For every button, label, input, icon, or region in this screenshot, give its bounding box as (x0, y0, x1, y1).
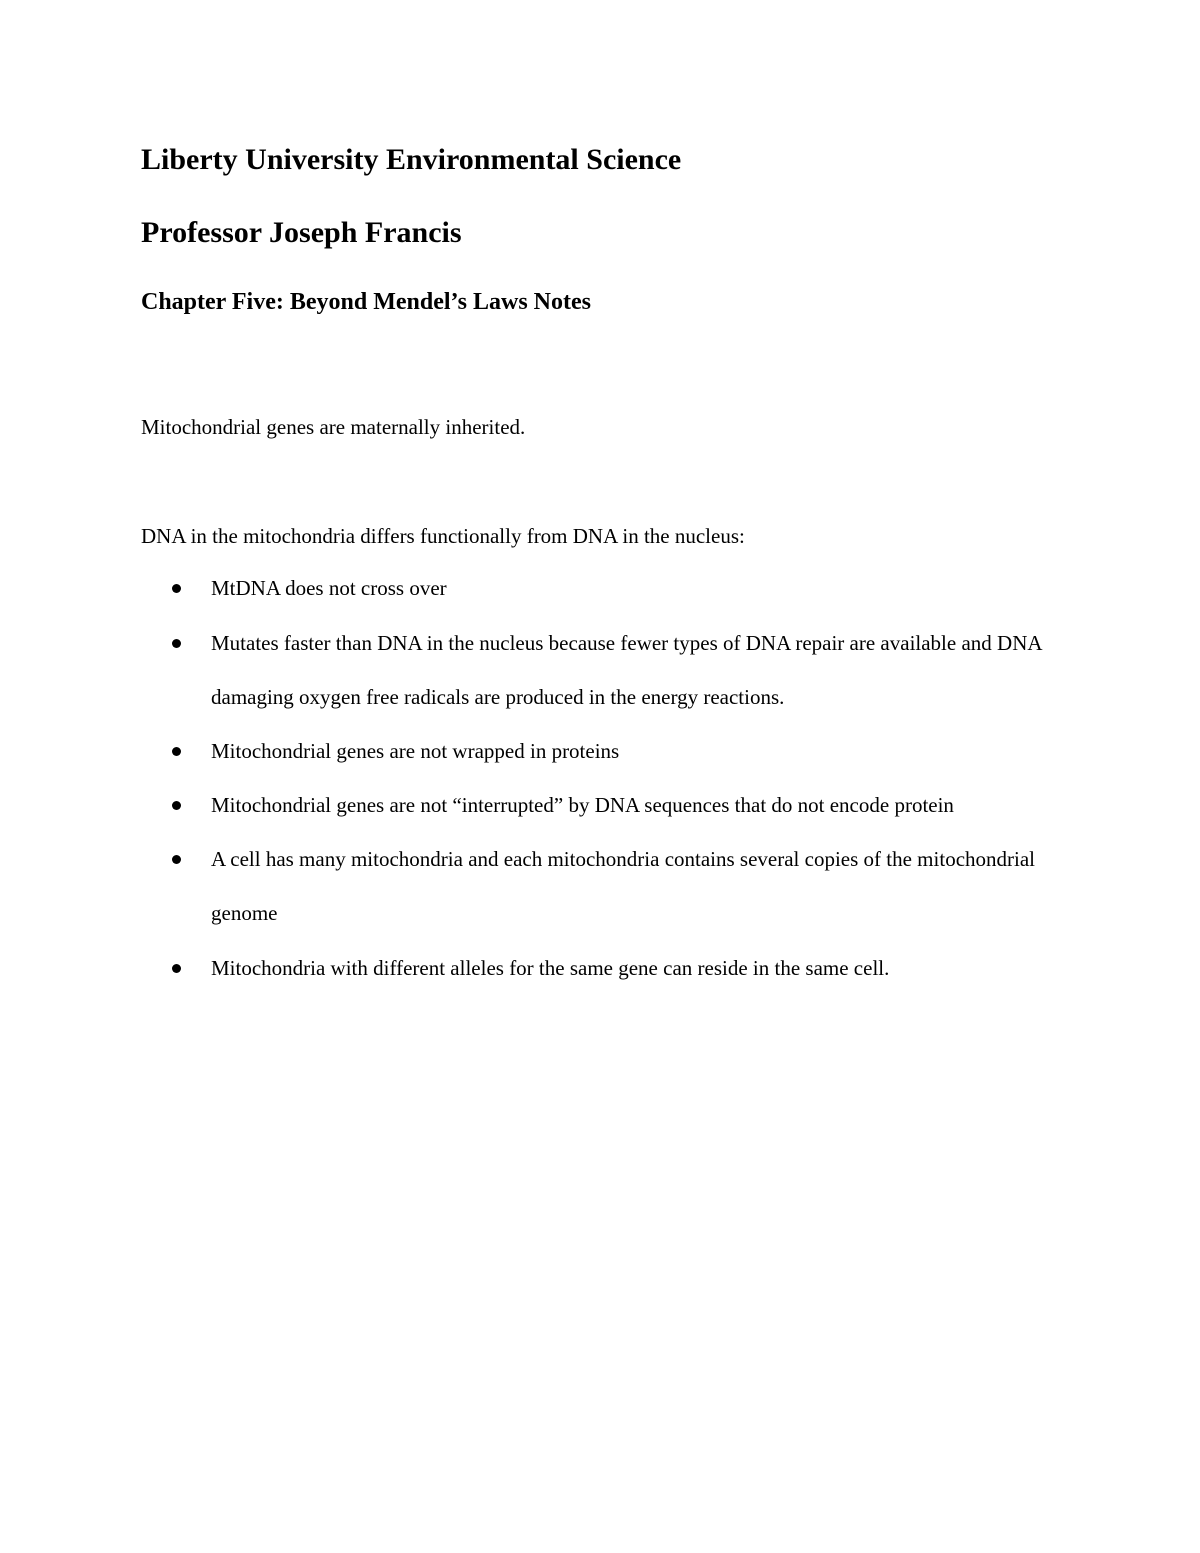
list-item-text: Mutates faster than DNA in the nucleus because fewer types of DNA repair are available and DNA damaging oxygen free radicals are produced in the energy reactions. (211, 631, 1042, 709)
bullet-icon (172, 639, 181, 648)
bullet-icon (172, 964, 181, 973)
list-item-text: MtDNA does not cross over (211, 576, 447, 600)
bullet-icon (172, 855, 181, 864)
list-item-text: Mitochondrial genes are not “interrupted” by DNA sequences that do not encode protein (211, 793, 954, 817)
bullet-icon (172, 584, 181, 593)
list-item-text: Mitochondrial genes are not wrapped in proteins (211, 739, 620, 763)
bullet-icon (172, 801, 181, 810)
document-title: Liberty University Environmental Science (141, 143, 682, 176)
bullet-icon (172, 747, 181, 756)
list-item-text: A cell has many mitochondria and each mitochondria contains several copies of the mitochondrial genome (211, 847, 1035, 925)
professor-name: Professor Joseph Francis (141, 216, 462, 249)
list-item-text: Mitochondria with different alleles for the same gene can reside in the same cell. (211, 956, 890, 980)
chapter-heading: Chapter Five: Beyond Mendel’s Laws Notes (141, 289, 591, 315)
paragraph-dna-differences: DNA in the mitochondria differs functionally from DNA in the nucleus: (141, 524, 745, 548)
paragraph-maternal-inheritance: Mitochondrial genes are maternally inherited. (141, 415, 526, 439)
